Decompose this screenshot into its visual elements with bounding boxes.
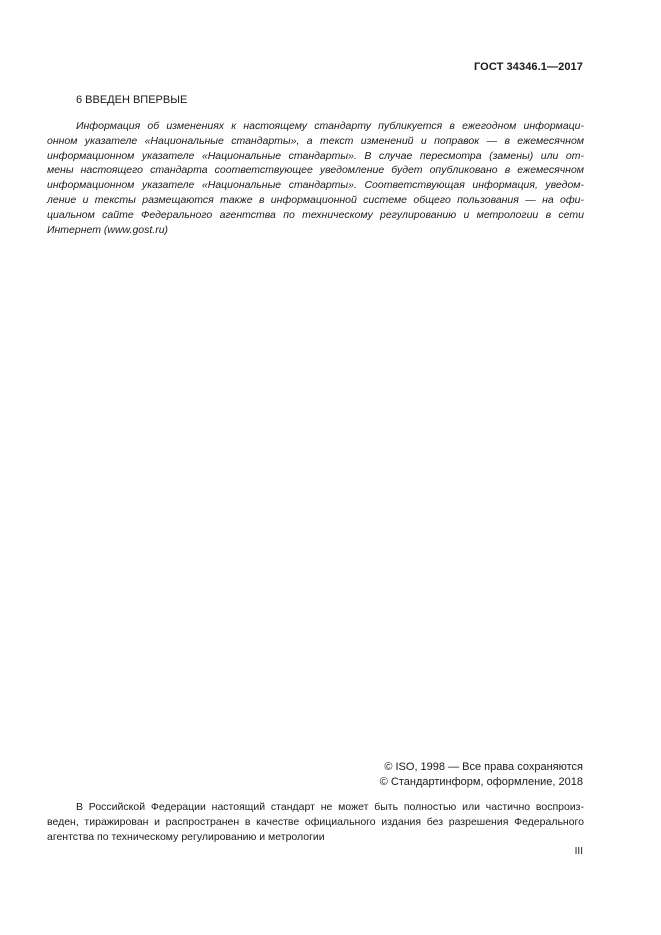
notice-line: онном указателе «Национальные стандарты», а текст изменений и поправок — в ежемесячном xyxy=(47,134,584,147)
notice-line: Интернет (www.gost.ru) xyxy=(47,223,169,236)
rights-line: В Российской Федерации настоящий стандарт не может быть полностью или частично воспроиз- xyxy=(76,801,584,813)
notice-paragraph xyxy=(47,119,584,237)
copyright-block xyxy=(380,760,583,789)
page-number: III xyxy=(574,846,583,857)
notice-line: информационном указателе «Национальные стандарты». В случае пересмотра (замены) или от- xyxy=(47,149,584,162)
section-heading: 6 ВВЕДЕН ВПЕРВЫЕ xyxy=(76,94,188,106)
copyright-standartinform: © Стандартинформ, оформление, 2018 xyxy=(379,775,583,788)
notice-line: циальном сайте Федерального агентства по техническому регулированию и метрологии в сети xyxy=(47,208,584,221)
rights-line: агентства по техническому регулированию и метрологии xyxy=(47,830,325,843)
notice-line: ление и тексты размещаются также в информационной системе общего пользования — на офи- xyxy=(47,193,584,206)
document-code: ГОСТ 34346.1—2017 xyxy=(473,61,583,73)
notice-line: Информация об изменениях к настоящему стандарту публикуется в ежегодном информаци- xyxy=(76,120,584,132)
rights-paragraph xyxy=(47,800,584,844)
copyright-iso: © ISO, 1998 — Все права сохраняются xyxy=(384,761,583,773)
notice-line: мены настоящего стандарта соответствующее уведомление будет опубликовано в ежемесячном xyxy=(47,164,584,177)
notice-line: информационном указателе «Национальные стандарты». Соответствующая информация, уведом- xyxy=(47,179,584,192)
rights-line: веден, тиражирован и распространен в качестве официального издания без разрешения Федерального xyxy=(47,815,584,828)
